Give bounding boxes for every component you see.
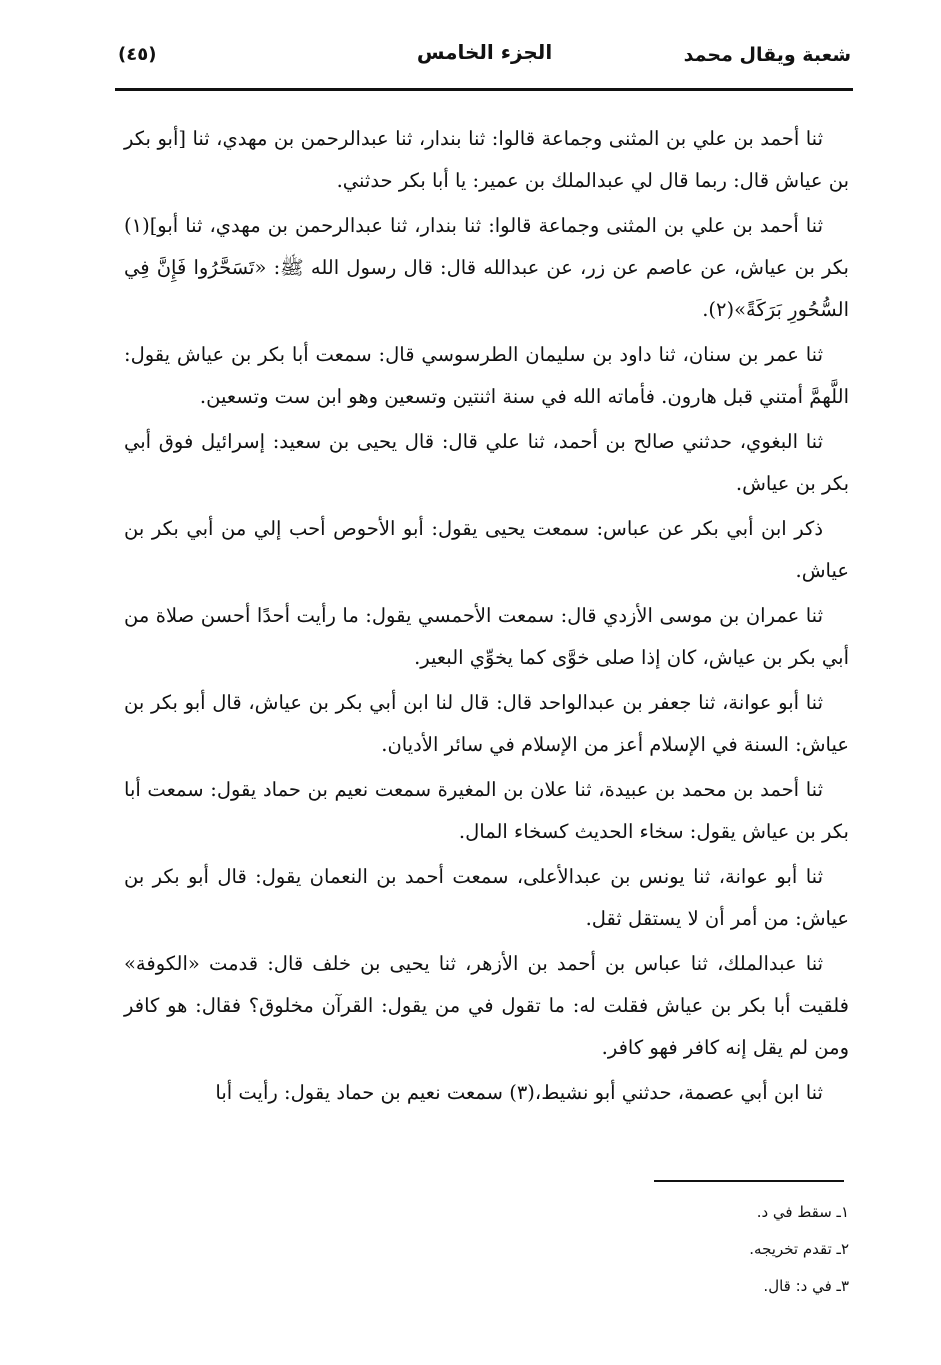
paragraph: ثنا أحمد بن علي بن المثنى وجماعة قالوا: ثنا بندار، ثنا عبدالرحمن بن مهدي، ثنا أبو](١) بكر بن عياش، عن عاصم عن زر، عن عبدالله قال: قال رسول الله ﷺ: «تَسَحَّرُوا فَإِنَّ فِي السُّحُورِ بَرَكَةً»(٢). [124, 214, 849, 321]
paragraph: ثنا البغوي، حدثني صالح بن أحمد، ثنا علي قال: قال يحيى بن سعيد: إسرائيل فوق أبي بكر بن عياش. [124, 430, 849, 495]
footnote: ١ـ سقط في د. [756, 1203, 849, 1221]
paragraph: ذكر ابن أبي بكر عن عباس: سمعت يحيى يقول: أبو الأحوص أحب إلي من أبي بكر بن عياش. [124, 517, 849, 582]
section-title: شعبة ويقال محمد [683, 44, 851, 66]
paragraph: ثنا أبو عوانة، ثنا جعفر بن عبدالواحد قال: قال لنا ابن أبي بكر بن عياش، قال أبو بكر بن عياش: السنة في الإسلام أعز من الإسلام في سائر الأديان. [124, 691, 849, 756]
part-title: الجزء الخامس [416, 40, 553, 64]
paragraph: ثنا عبدالملك، ثنا عباس بن أحمد بن الأزهر، ثنا يحيى بن خلف قال: قدمت «الكوفة» فلقيت أبا بكر بن عياش فقلت له: ما تقول في من يقول: القرآن مخلوق؟ فقال: هو كافر ومن لم يقل إنه كافر فهو كافر. [124, 952, 849, 1059]
paragraph: ثنا ابن أبي عصمة، حدثني أبو نشيط،(٣) سمعت نعيم بن حماد يقول: رأيت أبا [215, 1081, 823, 1104]
paragraph: ثنا أبو عوانة، ثنا يونس بن عبدالأعلى، سمعت أحمد بن النعمان يقول: قال أبو بكر بن عياش: من أمر أن لا يستقل ثقل. [124, 865, 849, 930]
paragraph: ثنا أحمد بن محمد بن عبيدة، ثنا علان بن المغيرة سمعت نعيم بن حماد يقول: سمعت أبا بكر بن عياش يقول: سخاء الحديث كسخاء المال. [124, 778, 849, 843]
page-number: (٤٥) [118, 44, 157, 65]
footnote: ٢ـ تقدم تخريجه. [749, 1240, 849, 1258]
header-rule [115, 88, 853, 91]
paragraph: ثنا عمران بن موسى الأزدي قال: سمعت الأحمسي يقول: ما رأيت أحدًا أحسن صلاة من أبي بكر بن عياش، كان إذا صلى خوَّى كما يخوِّي البعير. [124, 604, 849, 669]
footnotes [400, 1194, 849, 1305]
page-header [118, 38, 851, 78]
footnote: ٣ـ في د: قال. [763, 1277, 849, 1295]
footnote-separator [654, 1180, 844, 1182]
paragraph: ثنا عمر بن سنان، ثنا داود بن سليمان الطرسوسي قال: سمعت أبا بكر بن عياش يقول: اللَّهمَّ أمتني قبل هارون. فأماته الله في سنة اثنتين وتسعين وهو ابن ست وتسعين. [124, 343, 849, 408]
main-text [124, 118, 849, 1117]
paragraph: ثنا أحمد بن علي بن المثنى وجماعة قالوا: ثنا بندار، ثنا عبدالرحمن بن مهدي، ثنا [أبو بكر بن عياش قال: ربما قال لي عبدالملك بن عمير: يا أبا بكر حدثني. [124, 127, 849, 192]
